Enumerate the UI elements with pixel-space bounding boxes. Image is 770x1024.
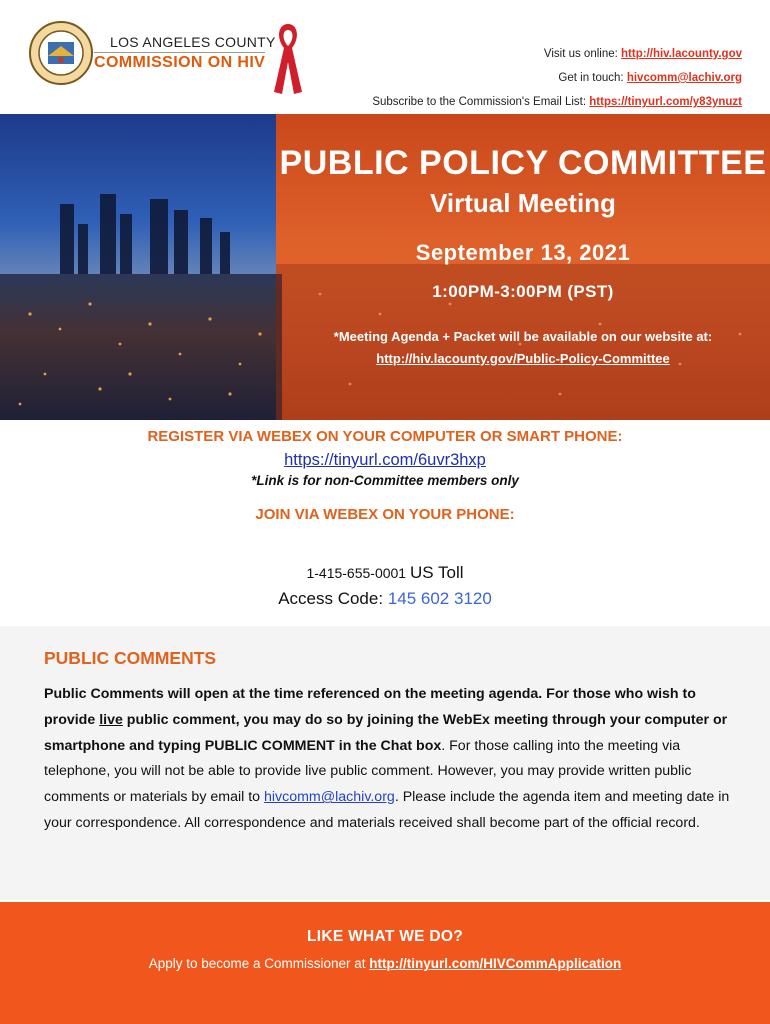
comments-text-1: . For those calling into the meeting via telephone, you will not be able to provide live public comment. However, you may provide written public comments or materials by email to [44,737,692,806]
subscribe-link[interactable]: https://tinyurl.com/y83ynuzt [589,96,742,108]
hero-banner [0,114,770,420]
logo-county-text: LOS ANGELES COUNTY [110,34,276,50]
commission-logo [28,20,298,100]
phone-toll-label: US Toll [409,563,464,582]
footer-text [0,956,770,971]
comments-bold-2: public comment, you may do so by joining the WebEx meeting through your computer or smartphone and typing PUBLIC COMMENT in the Chat box [44,711,728,754]
contact-info [372,42,742,114]
register-note: *Link is for non-Committee members only [251,473,519,488]
public-comments-section [0,626,770,900]
visit-row [372,42,742,66]
access-code-row [0,589,770,609]
access-code: 145 602 3120 [387,589,492,608]
register-heading: REGISTER VIA WEBEX ON YOUR COMPUTER OR SMART PHONE: [147,428,623,445]
comments-live-word: live [99,711,123,728]
county-seal-icon [28,20,94,86]
phone-number-row [0,563,770,583]
public-comments-heading: PUBLIC COMMENTS [44,648,217,668]
access-code-label: Access Code: [278,589,384,608]
touch-label: Get in touch: [558,72,624,84]
register-link[interactable]: https://tinyurl.com/6uvr3hxp [284,451,486,469]
agenda-note [276,326,770,370]
meeting-date: September 13, 2021 [415,240,631,265]
join-phone-heading: JOIN VIA WEBEX ON YOUR PHONE: [255,506,515,523]
subscribe-row [372,90,742,114]
public-comments-body [44,682,734,837]
footer-banner [0,902,770,1024]
page-title: PUBLIC POLICY COMMITTEE [279,144,767,182]
footer-apply-text: Apply to become a Commissioner at [148,956,366,971]
header [0,0,770,114]
visit-label: Visit us online: [543,48,618,60]
committee-page-link[interactable]: http://hiv.lacounty.gov/Public-Policy-Committee [376,351,670,366]
red-ribbon-icon [272,18,304,98]
comments-email-link[interactable]: hivcomm@lachiv.org [263,789,395,806]
email-link[interactable]: hivcomm@lachiv.org [626,72,742,84]
comments-text-2: . Please include the agenda item and meeting date in your correspondence. All correspondence and materials received shall become part of the official record. [44,789,730,831]
phone-number: 1-415-655-0001 [306,565,407,581]
meeting-time: 1:00PM-3:00PM (PST) [432,282,614,301]
registration-section [0,428,770,609]
comments-bold-1: Public Comments will open at the time referenced on the meeting agenda. For those who wish to provide [44,686,696,728]
touch-row [372,66,742,90]
footer-heading: LIKE WHAT WE DO? [306,928,464,945]
application-link[interactable]: http://tinyurl.com/HIVCommApplication [369,956,622,971]
logo-commission-text: COMMISSION ON HIV [94,54,266,71]
subscribe-label: Subscribe to the Commission's Email List: [372,96,587,108]
agenda-note-text: *Meeting Agenda + Packet will be available on our website at: [333,329,713,344]
meeting-type: Virtual Meeting [430,188,616,218]
website-link[interactable]: http://hiv.lacounty.gov [621,48,742,60]
